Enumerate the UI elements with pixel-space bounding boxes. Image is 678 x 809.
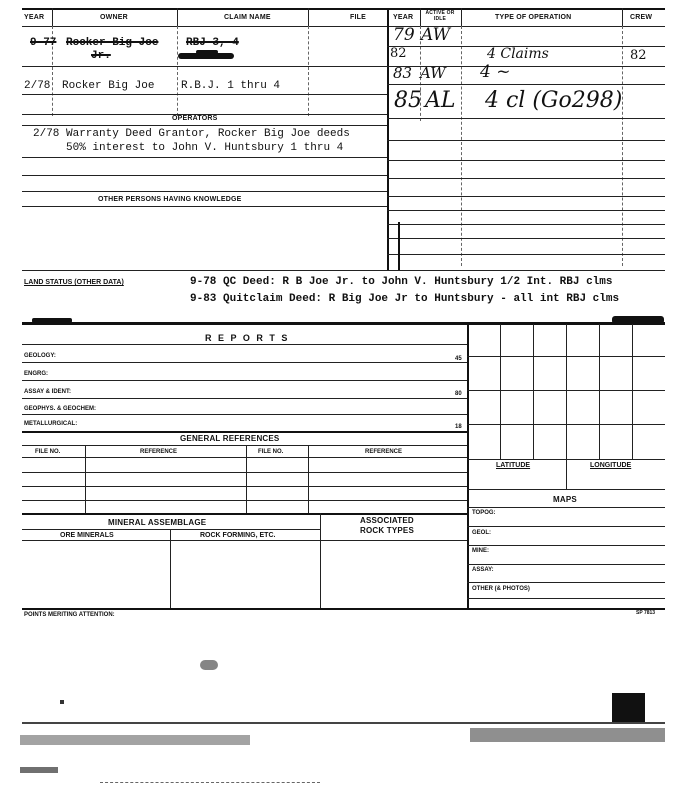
map-geol: GEOL: [472, 530, 491, 536]
rock-types-label: ROCK TYPES [360, 526, 415, 535]
report-geophys-label: GEOPHYS. & GEOCHEM: [24, 406, 97, 412]
other-persons-title: OTHER PERSONS HAVING KNOWLEDGE [98, 196, 242, 203]
map-mine: MINE: [472, 548, 489, 554]
operators-line-1: 2/78 Warranty Deed Grantor, Rocker Big Joe deeds [33, 128, 350, 140]
latitude-label: LATITUDE [496, 462, 531, 469]
associated-label: ASSOCIATED [360, 516, 414, 525]
points-meriting-attention: POINTS MERITING ATTENTION: [24, 612, 115, 618]
col-file-no-2: FILE NO. [258, 449, 284, 455]
map-topog: TOPOG: [472, 510, 496, 516]
activity-row-1-year: 79 [393, 25, 415, 45]
col-reference-2: REFERENCE [365, 449, 403, 455]
activity-row-4-status: AL [425, 88, 456, 113]
maps-title: MAPS [553, 495, 577, 504]
report-metallurgical-code: 18 [455, 424, 462, 430]
activity-row-2-year: 82 [390, 46, 407, 61]
header-type-of-operation: TYPE OF OPERATION [495, 14, 572, 21]
col-file-no: FILE NO. [35, 449, 61, 455]
mineral-assemblage-title: MINERAL ASSEMBLAGE [108, 518, 207, 527]
land-status-label: LAND STATUS (OTHER DATA) [24, 279, 124, 286]
owner-row-1-claim: RBJ 3, 4 [186, 37, 239, 49]
owner-row-1-owner-line-2: Jr. [91, 50, 111, 62]
report-assay-code: 80 [455, 391, 462, 397]
header-year: YEAR [24, 14, 45, 21]
header-file: FILE [350, 14, 366, 21]
reports-title: R E P O R T S [205, 333, 290, 343]
activity-row-3-year: 83 [393, 64, 413, 82]
header-claim-name: CLAIM NAME [224, 14, 271, 21]
land-status-line-1: 9-78 QC Deed: R B Joe Jr. to John V. Huntsbury 1/2 Int. RBJ clms [190, 276, 613, 288]
report-engrg-label: ENGRG: [24, 371, 48, 377]
activity-row-1-status: AW [421, 25, 451, 45]
ore-minerals-label: ORE MINERALS [60, 532, 114, 539]
operators-title: OPERATORS [172, 115, 218, 122]
map-other: OTHER (& PHOTOS) [472, 586, 530, 592]
report-geology-code: 45 [455, 356, 462, 362]
activity-row-3-type: 4 ~ [480, 62, 511, 82]
owner-row-2-date: 2/78 [24, 80, 51, 92]
owner-row-2-claim: R.B.J. 1 thru 4 [181, 80, 281, 92]
form-number: SP 7813 [636, 610, 656, 616]
activity-row-2-type: 4 Claims [487, 46, 549, 62]
owner-row-2-owner: Rocker Big Joe [62, 80, 155, 92]
header-owner: OWNER [100, 14, 128, 21]
report-assay-label: ASSAY & IDENT: [24, 389, 72, 395]
general-references-title: GENERAL REFERENCES [180, 434, 280, 443]
activity-row-4-type: 4 cl (Go298) [485, 88, 623, 113]
activity-row-3-status: AW [420, 64, 446, 82]
header-year-2: YEAR [393, 14, 414, 21]
owner-row-1-owner: Rocker Big Joe [66, 37, 159, 49]
header-active-or-idle: ACTIVE OR IDLE [425, 10, 455, 22]
report-metallurgical-label: METALLURGICAL: [24, 421, 78, 427]
map-assay: ASSAY: [472, 567, 494, 573]
longitude-label: LONGITUDE [590, 462, 632, 469]
owner-row-1-date: 9-77 [30, 37, 57, 49]
operators-line-2: 50% interest to John V. Huntsbury 1 thru 4 [66, 142, 344, 154]
rock-forming-label: ROCK FORMING, ETC. [200, 532, 276, 539]
report-geology-label: GEOLOGY: [24, 353, 56, 359]
header-crew: CREW [630, 14, 653, 21]
activity-row-4-year: 85 [394, 88, 422, 113]
activity-row-2-crew: 82 [630, 48, 647, 63]
col-reference: REFERENCE [140, 449, 178, 455]
land-status-line-2: 9-83 Quitclaim Deed: R Big Joe Jr to Huntsbury - all int RBJ clms [190, 293, 620, 305]
